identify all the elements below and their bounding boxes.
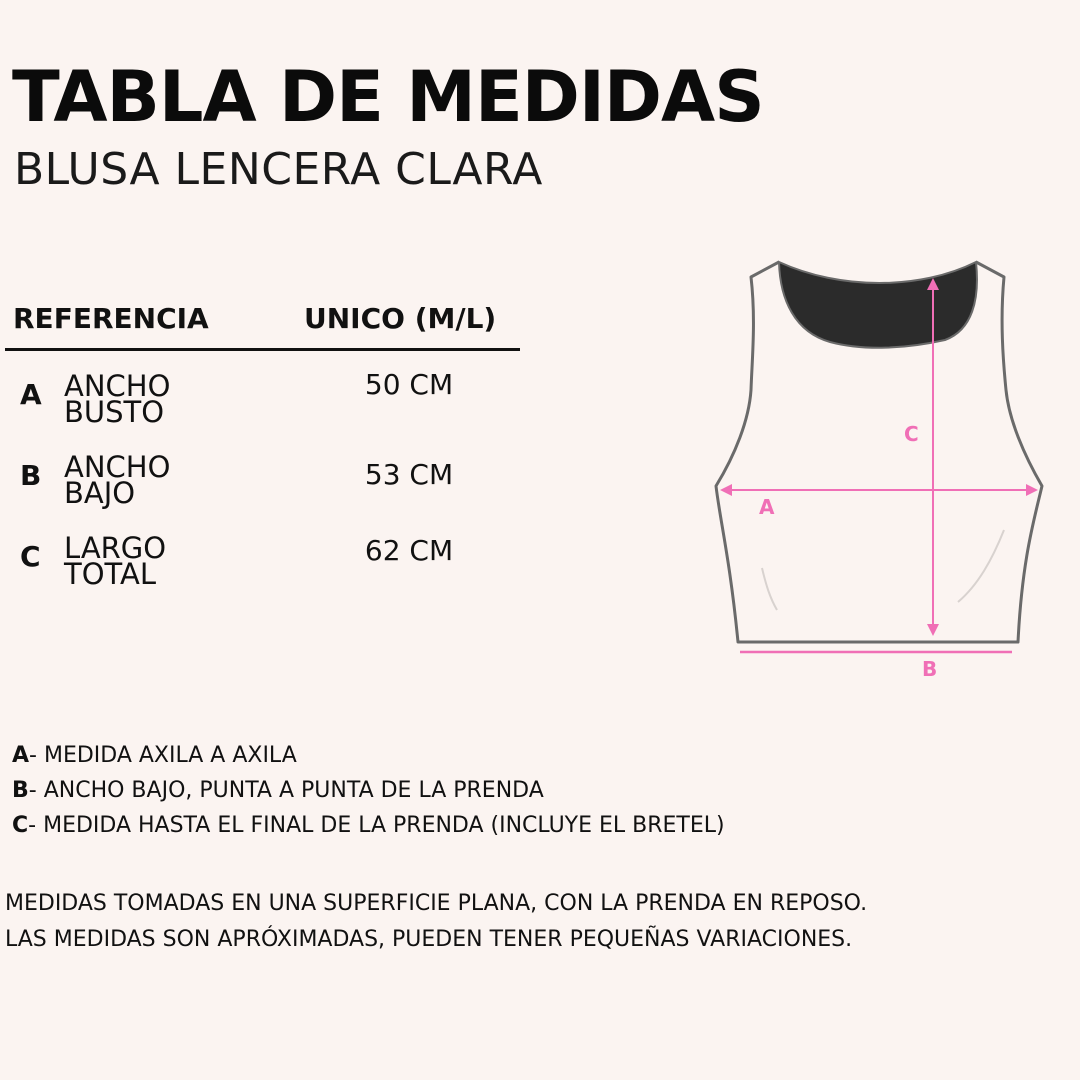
row-label-line: BUSTO (64, 395, 165, 429)
row-value: 62 CM (364, 534, 454, 567)
dimension-b-label: B (922, 657, 938, 681)
row-label (64, 531, 167, 591)
row-label-line: BAJO (64, 476, 136, 510)
column-header-reference: REFERENCIA (13, 302, 209, 335)
row-label (64, 369, 171, 429)
row-letter: B (20, 459, 42, 492)
note-line: LAS MEDIDAS SON APRÓXIMADAS, PUEDEN TENER PEQUEÑAS VARIACIONES. (5, 927, 853, 952)
row-label (64, 450, 171, 510)
legend-text: - ANCHO BAJO, PUNTA A PUNTA DE LA PRENDA (28, 778, 544, 803)
row-label-line: ANCHO (64, 369, 171, 403)
row-label-line: LARGO (64, 531, 167, 565)
row-letter: C (20, 540, 41, 573)
legend-letter: A (12, 743, 30, 768)
row-letter: A (20, 378, 42, 411)
row-label-line: ANCHO (64, 450, 171, 484)
legend-text: - MEDIDA AXILA A AXILA (29, 743, 297, 768)
legend-item (12, 808, 725, 843)
legend-item (12, 738, 725, 773)
row-value: 53 CM (364, 458, 454, 491)
legend-letter: C (12, 813, 29, 838)
dimension-a-label: A (759, 495, 775, 519)
measurement-legend (12, 738, 725, 843)
legend-item (12, 773, 725, 808)
measurement-notes (5, 886, 867, 958)
page-subtitle: BLUSA LENCERA CLARA (14, 144, 543, 195)
header-divider (5, 348, 520, 351)
legend-text: - MEDIDA HASTA EL FINAL DE LA PRENDA (INCLUYE EL BRETEL) (28, 813, 725, 838)
column-header-size: UNICO (M/L) (304, 302, 497, 335)
row-label-line: TOTAL (64, 557, 156, 591)
row-value: 50 CM (364, 368, 454, 401)
page-title: TABLA DE MEDIDAS (12, 56, 764, 138)
note-line: MEDIDAS TOMADAS EN UNA SUPERFICIE PLANA, CON LA PRENDA EN REPOSO. (5, 891, 868, 916)
legend-letter: B (12, 778, 29, 803)
garment-diagram (700, 250, 1060, 690)
dimension-c-label: C (904, 422, 919, 446)
